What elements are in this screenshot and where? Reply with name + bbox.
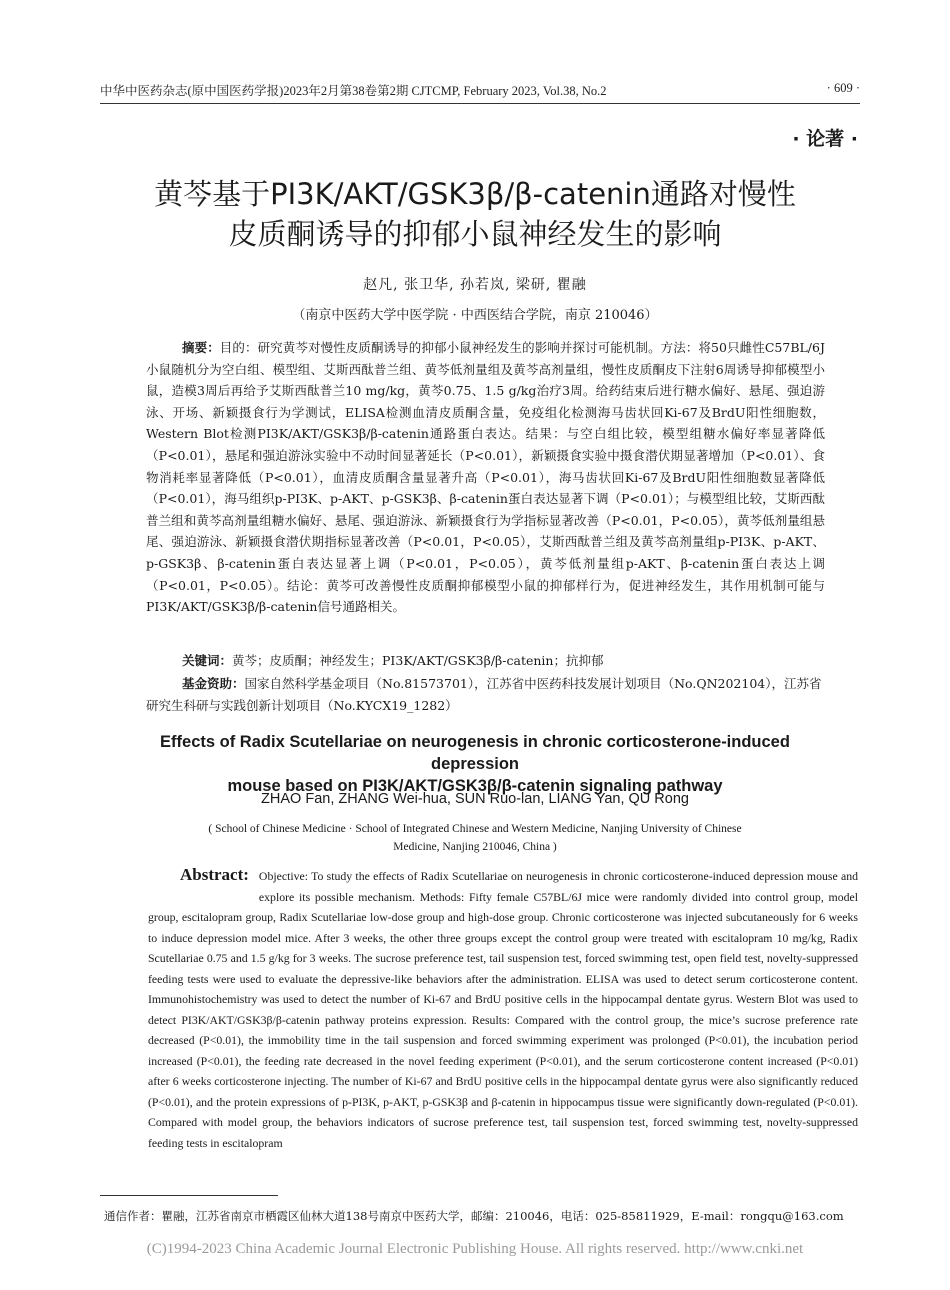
footnote-rule (100, 1195, 278, 1196)
authors-cn: 赵凡, 张卫华, 孙若岚, 梁研, 瞿融 (363, 277, 587, 293)
abstract-en-text: Objective: To study the effects of Radix Scutellariae on neurogenesis in chronic corticosterone-induced depression mouse and explore its possible mechanism. Methods: Fifty female C57BL/6J mice were randomly divided into control group, model group, escitalopram group, Radix Scutellariae low-dose group and high-dose group. Chronic corticosterone was injected subcutaneously for 6 weeks to induce depression model mice. After 3 weeks, the other three groups except the control group were treated with escitalopram 10 mg/kg, Radix Scutellariae 0.75 and 1.5 g/kg for 3 weeks. The sucrose preference test, tail suspension test, forced swimming test, open field test, novelty-suppressed feeding tests were used to evaluate the depressive-like behaviors after the administration. ELISA was used to detect serum corticosterone content. Immunohistochemistry was used to detect the number of Ki-67 and BrdU positive cells in the hippocampal dentate gyrus. Western Blot was used to detect PI3K/AKT/GSK3β/β-catenin pathway proteins expression. Results: Compared with the control group, the mice’s sucrose preference rate decreased (P<0.01), the immobility time in the tail suspension and forced swimming experiment was prolonged (P<0.01), the incubation period increased (P<0.01), the feeding rate decreased in the novel feeding experiment (P<0.01), and the serum corticosterone content increased (P<0.01) after 6 weeks corticosterone injecting. The number of Ki-67 and BrdU positive cells in the hippocampal dentate gyrus were also significantly reduced (P<0.01), and the protein expressions of p-PI3K, p-AKT, p-GSK3β and β-catenin in hippocampus tissue were significantly down-regulated (P<0.01). Compared with model group, the behaviors indicators of sucrose preference test, tail suspension test, forced swimming test, novelty-suppressed feeding tests in escitalopram (148, 869, 858, 1150)
funding-cn (146, 673, 825, 716)
abstract-en (148, 866, 858, 1153)
keywords-cn (182, 650, 825, 672)
section-label: · 论著 · (792, 128, 858, 150)
journal-citation: 中华中医药杂志(原中国医药学报)2023年2月第38卷第2期 CJTCMP, February 2023, Vol.38, No.2 (100, 84, 607, 98)
keywords-cn-label: 关键词： (182, 653, 233, 668)
copyright-watermark: (C)1994-2023 China Academic Journal Electronic Publishing House. All rights reserved. http://www.cnki.net (146, 1241, 804, 1257)
keywords-cn-text: 黄芩；皮质酮；神经发生；PI3K/AKT/GSK3β/β-catenin；抗抑郁 (232, 653, 604, 668)
page-number: · 609 · (826, 81, 860, 95)
running-header (100, 78, 860, 100)
title-en-line2: mouse based on PI3K/AKT/GSK3β/β-catenin signaling pathway (227, 777, 723, 795)
authors-en: ZHAO Fan, ZHANG Wei-hua, SUN Ruo-lan, LIANG Yan, QU Rong (261, 791, 689, 807)
abstract-cn (146, 337, 825, 618)
title-cn-line2: 皮质酮诱导的抑郁小鼠神经发生的影响 (228, 217, 722, 251)
funding-cn-label: 基金资助： (182, 676, 245, 691)
header-rule (100, 103, 860, 104)
title-en-line1: Effects of Radix Scutellariae on neurogenesis in chronic corticosterone-induced depression (160, 733, 790, 773)
article-title-cn (110, 174, 840, 254)
abstract-cn-text: 目的：研究黄芩对慢性皮质酮诱导的抑郁小鼠神经发生的影响并探讨可能机制。方法：将50只雌性C57BL/6J小鼠随机分为空白组、模型组、艾斯西酞普兰组、黄芩低剂量组及黄芩高剂量组，慢性皮质酮皮下注射6周诱导抑郁模型小鼠，造模3周后再给予艾斯西酞普兰10 mg/kg，黄芩0.75、1.5 g/kg治疗3周。给药结束后进行糖水偏好、悬尾、强迫游泳、开场、新颖摄食行为学测试，ELISA检测血清皮质酮含量，免疫组化检测海马齿状回Ki-67及BrdU阳性细胞数，Western Blot检测PI3K/AKT/GSK3β/β-catenin通路蛋白表达。结果：与空白组比较，模型组糖水偏好率显著降低（P<0.01），悬尾和强迫游泳实验中不动时间显著延长（P<0.01），新颖摄食实验中摄食潜伏期显著增加（P<0.01）、食物消耗率显著降低（P<0.01），血清皮质酮含量显著升高（P<0.01），海马齿状回Ki-67及BrdU阳性细胞数显著降低（P<0.01），海马组织p-PI3K、p-AKT、p-GSK3β、β-catenin蛋白表达显著下调（P<0.01）；与模型组比较，艾斯西酞普兰组和黄芩高剂量组糖水偏好、悬尾、强迫游泳、新颖摄食行为学指标显著改善（P<0.01，P<0.05），黄芩低剂量组悬尾、强迫游泳、新颖摄食潜伏期指标显著改善（P<0.01，P<0.05），艾斯西酞普兰组及黄芩高剂量组p-PI3K、p-AKT、p-GSK3β、β-catenin蛋白表达显著上调（P<0.01，P<0.05），黄芩低剂量组p-AKT、β-catenin蛋白表达上调（P<0.01，P<0.05）。结论：黄芩可改善慢性皮质酮抑郁模型小鼠的抑郁样行为，促进神经发生，其作用机制可能与PI3K/AKT/GSK3β/β-catenin信号通路相关。 (146, 340, 825, 615)
corresponding-author-footnote: 通信作者：瞿融，江苏省南京市栖霞区仙林大道138号南京中医药大学，邮编：210046，电话：025-85811929，E-mail：rongqu@163.com (104, 1209, 844, 1223)
abstract-cn-label: 摘要： (182, 340, 220, 355)
affiliation-cn: （南京中医药大学中医学院 · 中西医结合学院，南京 210046） (292, 308, 658, 323)
abstract-en-label: Abstract: (180, 865, 249, 884)
affiliation-en: ( School of Chinese Medicine · School of Integrated Chinese and Western Medicine, Nanjing University of Chinese Medicine, Nanjing 210046, China ) (208, 823, 742, 853)
article-title-en (120, 731, 830, 797)
funding-cn-text: 国家自然科学基金项目（No.81573701），江苏省中医药科技发展计划项目（No.QN202104），江苏省研究生科研与实践创新计划项目（No.KYCX19_1282） (146, 676, 822, 713)
title-cn-line1: 黄芩基于PI3K/AKT/GSK3β/β-catenin通路对慢性 (154, 177, 796, 211)
